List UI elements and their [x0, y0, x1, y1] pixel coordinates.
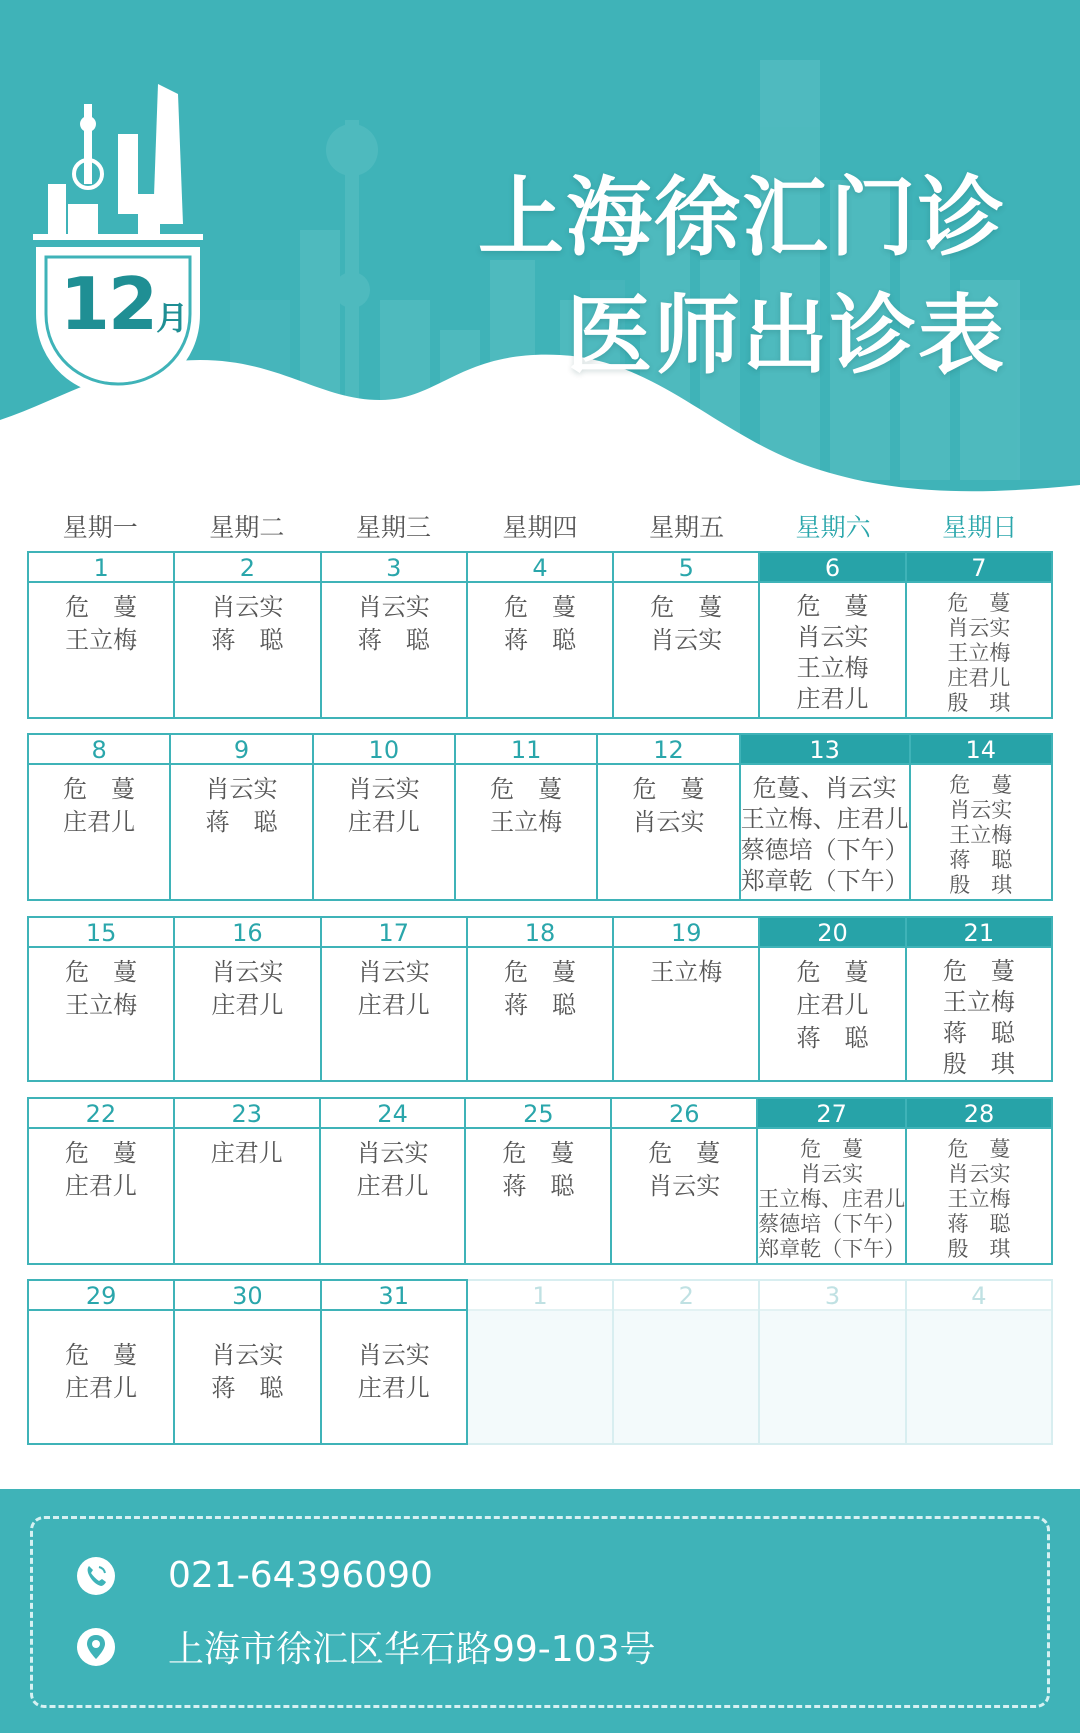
day-number: 1	[468, 1281, 612, 1311]
doctor-name: 蒋 聪	[211, 626, 284, 654]
doctor-list	[911, 765, 1051, 899]
day-number: 10	[314, 735, 454, 765]
month-label	[44, 262, 204, 346]
day-number: 30	[175, 1281, 319, 1311]
doctor-list	[175, 583, 319, 717]
doctor-list	[760, 948, 904, 1080]
address-text: 上海市徐汇区华石路99-103号	[168, 1629, 656, 1670]
doctor-name: 肖云实	[947, 1162, 1011, 1186]
day-number: 4	[907, 1281, 1051, 1311]
doctor-list	[614, 1311, 758, 1443]
day-number: 6	[760, 553, 904, 583]
day-number: 18	[468, 918, 612, 948]
doctor-name: 肖云实	[632, 808, 705, 836]
calendar-day-next-month	[468, 1279, 614, 1445]
doctor-name: 庄君儿	[357, 991, 430, 1019]
doctor-name: 肖云实	[357, 958, 430, 986]
doctor-list	[612, 1129, 756, 1263]
doctor-list	[29, 765, 169, 899]
doctor-name: 王立梅	[942, 988, 1015, 1016]
day-number: 1	[29, 553, 173, 583]
doctor-name: 危 蔓	[796, 958, 869, 986]
calendar-day	[29, 1279, 175, 1445]
calendar-week-row	[27, 916, 1053, 1082]
doctor-list	[468, 583, 612, 717]
doctor-name: 殷 琪	[947, 691, 1011, 715]
calendar-day	[29, 733, 171, 901]
day-number: 25	[466, 1099, 610, 1129]
doctor-list	[614, 583, 758, 717]
doctor-list	[907, 948, 1051, 1080]
phone-icon	[76, 1556, 116, 1596]
calendar-day	[175, 1279, 321, 1445]
day-number: 8	[29, 735, 169, 765]
doctor-name: 肖云实	[211, 593, 284, 621]
doctor-name: 王立梅	[796, 654, 869, 682]
doctor-list	[468, 948, 612, 1080]
doctor-list	[468, 1311, 612, 1443]
doctor-list	[314, 765, 454, 899]
doctor-name: 庄君儿	[65, 1374, 138, 1402]
doctor-name: 蔡德培（下午）	[740, 836, 909, 864]
calendar-week-row	[27, 1279, 1053, 1445]
doctor-list	[598, 765, 738, 899]
calendar-day	[760, 916, 906, 1082]
calendar-day	[598, 733, 740, 901]
doctor-name: 蒋 聪	[949, 848, 1013, 872]
day-number: 28	[907, 1099, 1051, 1129]
day-number: 23	[175, 1099, 319, 1129]
doctor-name: 肖云实	[949, 798, 1013, 822]
doctor-name: 蒋 聪	[942, 1019, 1015, 1047]
calendar-day	[466, 1097, 612, 1265]
doctor-name: 蒋 聪	[205, 808, 278, 836]
doctor-name: 危 蔓	[650, 593, 723, 621]
month-badge-city-icon	[28, 74, 208, 404]
contact-footer	[0, 1489, 1080, 1733]
day-number: 7	[907, 553, 1051, 583]
weekday-sat: 星期六	[795, 513, 871, 542]
doctor-list	[907, 583, 1051, 717]
day-number: 27	[758, 1099, 905, 1129]
calendar-day	[322, 1279, 468, 1445]
doctor-name: 危 蔓	[947, 591, 1011, 615]
doctor-name: 庄君儿	[357, 1374, 430, 1402]
phone-row	[76, 1555, 433, 1596]
doctor-name: 肖云实	[796, 623, 869, 651]
doctor-name: 庄君儿	[796, 685, 869, 713]
doctor-name: 危 蔓	[947, 1137, 1011, 1161]
doctor-name: 危 蔓	[949, 773, 1013, 797]
header-banner	[0, 0, 1080, 500]
doctor-name: 危 蔓	[796, 592, 869, 620]
day-number: 12	[598, 735, 738, 765]
doctor-list	[29, 1311, 173, 1443]
doctor-name: 肖云实	[357, 593, 430, 621]
doctor-name: 危 蔓	[63, 775, 136, 803]
calendar-day	[612, 1097, 758, 1265]
calendar-day	[468, 916, 614, 1082]
doctor-list	[758, 1129, 905, 1263]
page-title-line2: 医师出诊表	[566, 286, 1006, 386]
doctor-name: 肖云实	[211, 958, 284, 986]
doctor-list	[907, 1129, 1051, 1263]
doctor-list	[322, 948, 466, 1080]
doctor-list	[907, 1311, 1051, 1443]
doctor-name: 危 蔓	[503, 593, 576, 621]
doctor-name: 蒋 聪	[503, 626, 576, 654]
calendar-day	[456, 733, 598, 901]
doctor-list	[322, 1311, 466, 1443]
doctor-name: 庄君儿	[211, 991, 284, 1019]
day-number: 20	[760, 918, 904, 948]
calendar-day	[175, 551, 321, 719]
doctor-list	[175, 948, 319, 1080]
calendar-day	[171, 733, 313, 901]
doctor-name: 庄君儿	[347, 808, 420, 836]
doctor-name: 庄君儿	[64, 1172, 137, 1200]
day-number: 26	[612, 1099, 756, 1129]
doctor-name: 肖云实	[205, 775, 278, 803]
doctor-name: 王立梅、庄君儿	[740, 805, 909, 833]
doctor-name: 蒋 聪	[947, 1212, 1011, 1236]
calendar-day	[29, 916, 175, 1082]
calendar-day-next-month	[760, 1279, 906, 1445]
doctor-list	[321, 1129, 465, 1263]
doctor-name: 肖云实	[347, 775, 420, 803]
doctor-name: 危 蔓	[65, 1341, 138, 1369]
doctor-list	[175, 1129, 319, 1263]
doctor-name: 王立梅	[650, 958, 723, 986]
doctor-name: 肖云实	[648, 1172, 721, 1200]
doctor-name: 危 蔓	[65, 593, 138, 621]
day-number: 9	[171, 735, 311, 765]
doctor-name: 危 蔓	[632, 775, 705, 803]
day-number: 24	[321, 1099, 465, 1129]
doctor-list	[175, 1311, 319, 1443]
doctor-list	[614, 948, 758, 1080]
calendar-week-row	[27, 1097, 1053, 1265]
doctor-name: 肖云实	[650, 626, 723, 654]
weekday-sun: 星期日	[942, 513, 1018, 542]
day-number: 3	[322, 553, 466, 583]
doctor-name: 蒋 聪	[211, 1374, 284, 1402]
weekday-thu: 星期四	[502, 513, 578, 542]
doctor-name: 危 蔓	[800, 1137, 864, 1161]
doctor-name: 蒋 聪	[503, 991, 576, 1019]
day-number: 2	[175, 553, 319, 583]
calendar-day	[322, 916, 468, 1082]
calendar-day	[29, 551, 175, 719]
doctor-name: 肖云实	[211, 1341, 284, 1369]
doctor-name: 殷 琪	[942, 1050, 1015, 1078]
doctor-name: 危蔓、肖云实	[752, 774, 897, 802]
weekday-fri: 星期五	[649, 513, 725, 542]
doctor-name: 郑章乾（下午）	[740, 867, 909, 895]
doctor-name: 危 蔓	[942, 957, 1015, 985]
doctor-list	[322, 583, 466, 717]
calendar-day	[760, 551, 906, 719]
doctor-name: 王立梅	[65, 991, 138, 1019]
doctor-name: 危 蔓	[502, 1139, 575, 1167]
doctor-name: 危 蔓	[490, 775, 563, 803]
calendar-day	[175, 1097, 321, 1265]
calendar-day	[741, 733, 911, 901]
page-title-line1: 上海徐汇门诊	[478, 168, 1006, 268]
doctor-name: 危 蔓	[503, 958, 576, 986]
doctor-name: 危 蔓	[64, 1139, 137, 1167]
doctor-list	[741, 765, 909, 899]
calendar-day	[907, 1097, 1053, 1265]
day-number: 21	[907, 918, 1051, 948]
doctor-list	[760, 583, 904, 717]
doctor-name: 殷 琪	[949, 873, 1013, 897]
day-number: 2	[614, 1281, 758, 1311]
calendar-day	[907, 916, 1053, 1082]
doctor-list	[29, 583, 173, 717]
day-number: 16	[175, 918, 319, 948]
calendar-day	[911, 733, 1053, 901]
day-number: 5	[614, 553, 758, 583]
doctor-name: 王立梅、庄君儿	[758, 1187, 906, 1211]
day-number: 4	[468, 553, 612, 583]
calendar-day-next-month	[614, 1279, 760, 1445]
calendar-day	[614, 551, 760, 719]
weekday-header-row	[27, 505, 1053, 551]
doctor-name: 庄君儿	[63, 808, 136, 836]
calendar-day	[322, 551, 468, 719]
day-number: 22	[29, 1099, 173, 1129]
doctor-name: 蒋 聪	[357, 626, 430, 654]
doctor-name: 王立梅	[65, 626, 138, 654]
dashed-border	[30, 1516, 1050, 1708]
calendar-day	[468, 551, 614, 719]
day-number: 11	[456, 735, 596, 765]
day-number: 29	[29, 1281, 173, 1311]
doctor-name: 殷 琪	[947, 1237, 1011, 1261]
doctor-name: 蒋 聪	[796, 1024, 869, 1052]
doctor-list	[760, 1311, 904, 1443]
doctor-name: 肖云实	[800, 1162, 864, 1186]
doctor-name: 王立梅	[947, 1187, 1011, 1211]
doctor-list	[171, 765, 311, 899]
calendar-day	[758, 1097, 907, 1265]
day-number: 14	[911, 735, 1051, 765]
doctor-name: 危 蔓	[648, 1139, 721, 1167]
calendar-day	[614, 916, 760, 1082]
calendar-day	[314, 733, 456, 901]
doctor-name: 郑章乾（下午）	[758, 1237, 906, 1261]
address-row	[76, 1621, 656, 1672]
weekday-tue: 星期二	[209, 513, 285, 542]
doctor-name: 肖云实	[947, 616, 1011, 640]
doctor-name: 危 蔓	[65, 958, 138, 986]
calendar-day	[29, 1097, 175, 1265]
day-number: 17	[322, 918, 466, 948]
day-number: 13	[741, 735, 909, 765]
doctor-list	[29, 1129, 173, 1263]
calendar-day	[907, 551, 1053, 719]
doctor-name: 肖云实	[357, 1341, 430, 1369]
calendar-week-row	[27, 733, 1053, 901]
doctor-list	[456, 765, 596, 899]
doctor-list	[466, 1129, 610, 1263]
day-number: 31	[322, 1281, 466, 1311]
doctor-list	[29, 948, 173, 1080]
doctor-name: 庄君儿	[210, 1139, 283, 1167]
calendar-week-row	[27, 551, 1053, 719]
doctor-name: 庄君儿	[356, 1172, 429, 1200]
doctor-name: 王立梅	[947, 641, 1011, 665]
month-number: 12	[59, 262, 157, 346]
calendar-day	[175, 916, 321, 1082]
doctor-name: 庄君儿	[796, 991, 869, 1019]
day-number: 15	[29, 918, 173, 948]
weekday-wed: 星期三	[355, 513, 431, 542]
location-pin-icon	[76, 1627, 116, 1667]
weekday-mon: 星期一	[62, 513, 138, 542]
doctor-name: 蒋 聪	[502, 1172, 575, 1200]
doctor-name: 庄君儿	[947, 666, 1011, 690]
calendar-day-next-month	[907, 1279, 1053, 1445]
phone-number[interactable]: 021-64396090	[168, 1555, 433, 1596]
day-number: 3	[760, 1281, 904, 1311]
month-unit: 月	[156, 299, 189, 337]
doctor-name: 蔡德培（下午）	[758, 1212, 906, 1236]
doctor-name: 王立梅	[949, 823, 1013, 847]
doctor-name: 肖云实	[356, 1139, 429, 1167]
calendar-day	[321, 1097, 467, 1265]
day-number: 19	[614, 918, 758, 948]
doctor-name: 王立梅	[490, 808, 563, 836]
